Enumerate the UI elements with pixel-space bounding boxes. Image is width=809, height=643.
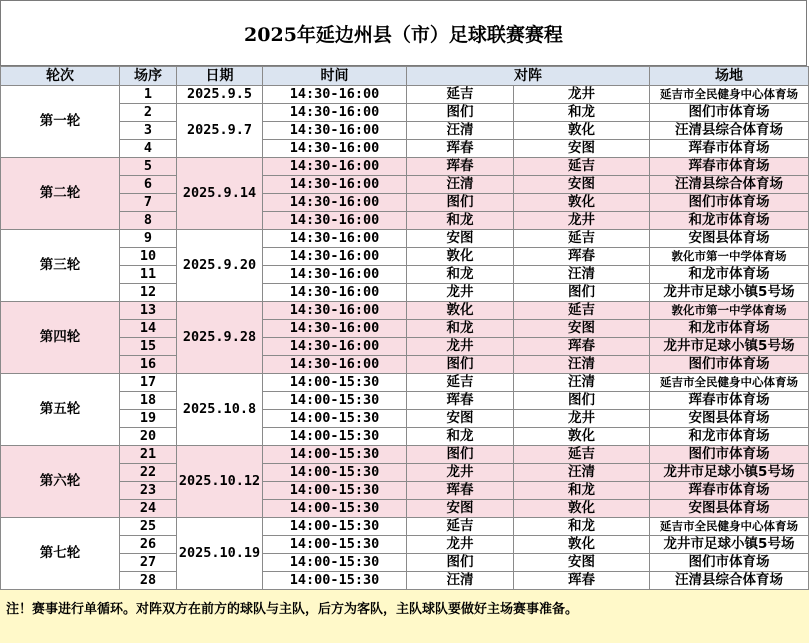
match-time: 14:30-16:00 [263,176,407,194]
match-time: 14:00-15:30 [263,500,407,518]
round-label: 第四轮 [1,302,120,374]
table-row [1,554,809,572]
venue: 图们市体育场 [650,104,809,122]
round-label: 第六轮 [1,446,120,518]
venue: 汪清县综合体育场 [650,122,809,140]
home-team: 图们 [407,104,514,122]
table-row [1,500,809,518]
venue: 图们市体育场 [650,194,809,212]
table-row [1,230,809,248]
away-team: 图们 [514,392,650,410]
header-round: 轮次 [1,67,120,86]
table-row [1,518,809,536]
away-team: 图们 [514,284,650,302]
match-time: 14:30-16:00 [263,122,407,140]
match-number: 23 [120,482,177,500]
home-team: 龙井 [407,464,514,482]
round-label: 第三轮 [1,230,120,302]
match-time: 14:30-16:00 [263,212,407,230]
match-date: 2025.9.28 [177,302,263,374]
table-row [1,302,809,320]
round-label: 第七轮 [1,518,120,590]
match-number: 12 [120,284,177,302]
table-row [1,284,809,302]
match-time: 14:00-15:30 [263,482,407,500]
away-team: 和龙 [514,482,650,500]
home-team: 敦化 [407,302,514,320]
home-team: 安图 [407,410,514,428]
match-time: 14:30-16:00 [263,248,407,266]
match-time: 14:30-16:00 [263,338,407,356]
match-time: 14:00-15:30 [263,392,407,410]
away-team: 汪清 [514,464,650,482]
venue: 汪清县综合体育场 [650,572,809,590]
venue: 珲春市体育场 [650,140,809,158]
match-time: 14:30-16:00 [263,302,407,320]
away-team: 珲春 [514,338,650,356]
venue: 汪清县综合体育场 [650,176,809,194]
table-row [1,482,809,500]
away-team: 汪清 [514,266,650,284]
home-team: 龙井 [407,338,514,356]
venue: 珲春市体育场 [650,482,809,500]
home-team: 图们 [407,554,514,572]
away-team: 安图 [514,176,650,194]
match-time: 14:30-16:00 [263,266,407,284]
match-date: 2025.10.8 [177,374,263,446]
home-team: 汪清 [407,176,514,194]
match-number: 17 [120,374,177,392]
match-date: 2025.10.19 [177,518,263,590]
away-team: 敦化 [514,536,650,554]
match-time: 14:00-15:30 [263,410,407,428]
away-team: 延吉 [514,158,650,176]
match-number: 5 [120,158,177,176]
match-time: 14:30-16:00 [263,158,407,176]
home-team: 和龙 [407,428,514,446]
match-time: 14:00-15:30 [263,572,407,590]
match-number: 15 [120,338,177,356]
away-team: 汪清 [514,356,650,374]
home-team: 和龙 [407,266,514,284]
match-number: 10 [120,248,177,266]
venue: 龙井市足球小镇5号场 [650,464,809,482]
venue: 和龙市体育场 [650,212,809,230]
match-number: 16 [120,356,177,374]
venue: 龙井市足球小镇5号场 [650,338,809,356]
match-time: 14:30-16:00 [263,284,407,302]
table-row [1,446,809,464]
match-number: 1 [120,86,177,104]
table-row [1,176,809,194]
match-number: 22 [120,464,177,482]
table-row [1,338,809,356]
header-date: 日期 [177,67,263,86]
table-row [1,212,809,230]
away-team: 敦化 [514,194,650,212]
round-label: 第五轮 [1,374,120,446]
table-row [1,86,809,104]
venue: 珲春市体育场 [650,392,809,410]
away-team: 珲春 [514,248,650,266]
table-row [1,536,809,554]
away-team: 延吉 [514,230,650,248]
match-number: 11 [120,266,177,284]
match-number: 6 [120,176,177,194]
away-team: 延吉 [514,446,650,464]
match-time: 14:30-16:00 [263,194,407,212]
home-team: 延吉 [407,374,514,392]
match-number: 27 [120,554,177,572]
match-time: 14:00-15:30 [263,536,407,554]
home-team: 图们 [407,356,514,374]
match-number: 2 [120,104,177,122]
match-time: 14:30-16:00 [263,356,407,374]
home-team: 安图 [407,500,514,518]
match-time: 14:00-15:30 [263,374,407,392]
match-number: 4 [120,140,177,158]
match-time: 14:00-15:30 [263,464,407,482]
home-team: 汪清 [407,122,514,140]
away-team: 龙井 [514,86,650,104]
match-time: 14:00-15:30 [263,518,407,536]
away-team: 龙井 [514,410,650,428]
table-row [1,572,809,590]
match-number: 26 [120,536,177,554]
match-time: 14:00-15:30 [263,446,407,464]
venue: 和龙市体育场 [650,428,809,446]
away-team: 汪清 [514,374,650,392]
away-team: 敦化 [514,428,650,446]
away-team: 敦化 [514,122,650,140]
table-row [1,374,809,392]
page-title: 2025年延边州县（市）足球联赛赛程 [0,0,807,66]
home-team: 珲春 [407,158,514,176]
match-time: 14:30-16:00 [263,86,407,104]
table-row [1,320,809,338]
home-team: 敦化 [407,248,514,266]
table-row [1,104,809,122]
header-venue: 场地 [650,67,809,86]
match-number: 13 [120,302,177,320]
venue: 安图县体育场 [650,410,809,428]
venue: 延吉市全民健身中心体育场 [650,86,809,104]
match-time: 14:00-15:30 [263,554,407,572]
venue: 敦化市第一中学体育场 [650,302,809,320]
away-team: 安图 [514,320,650,338]
home-team: 延吉 [407,86,514,104]
away-team: 敦化 [514,500,650,518]
away-team: 龙井 [514,212,650,230]
match-time: 14:30-16:00 [263,104,407,122]
table-row [1,122,809,140]
away-team: 安图 [514,140,650,158]
home-team: 汪清 [407,572,514,590]
home-team: 珲春 [407,392,514,410]
venue: 延吉市全民健身中心体育场 [650,518,809,536]
match-number: 14 [120,320,177,338]
table-row [1,464,809,482]
home-team: 和龙 [407,212,514,230]
home-team: 珲春 [407,140,514,158]
table-row [1,356,809,374]
footnote: 注！赛事进行单循环。对阵双方在前方的球队与主队，后方为客队，主队球队要做好主场赛事准备。 [0,590,809,643]
venue: 和龙市体育场 [650,320,809,338]
match-time: 14:30-16:00 [263,320,407,338]
table-row [1,140,809,158]
table-row [1,392,809,410]
match-time: 14:30-16:00 [263,140,407,158]
match-date: 2025.9.5 [177,86,263,104]
match-time: 14:30-16:00 [263,230,407,248]
venue: 龙井市足球小镇5号场 [650,536,809,554]
match-number: 21 [120,446,177,464]
header-time: 时间 [263,67,407,86]
header-match-no: 场序 [120,67,177,86]
match-number: 8 [120,212,177,230]
away-team: 延吉 [514,302,650,320]
home-team: 和龙 [407,320,514,338]
home-team: 图们 [407,446,514,464]
home-team: 龙井 [407,284,514,302]
match-date: 2025.10.12 [177,446,263,518]
venue: 安图县体育场 [650,230,809,248]
away-team: 和龙 [514,104,650,122]
match-time: 14:00-15:30 [263,428,407,446]
home-team: 龙井 [407,536,514,554]
venue: 龙井市足球小镇5号场 [650,284,809,302]
venue: 珲春市体育场 [650,158,809,176]
schedule-body [1,86,809,590]
match-number: 18 [120,392,177,410]
table-row [1,158,809,176]
venue: 和龙市体育场 [650,266,809,284]
venue: 图们市体育场 [650,446,809,464]
home-team: 安图 [407,230,514,248]
match-number: 19 [120,410,177,428]
header-matchup: 对阵 [407,67,650,86]
table-row [1,428,809,446]
match-number: 7 [120,194,177,212]
venue: 敦化市第一中学体育场 [650,248,809,266]
away-team: 安图 [514,554,650,572]
table-row [1,266,809,284]
schedule-table [0,66,809,590]
away-team: 珲春 [514,572,650,590]
away-team: 和龙 [514,518,650,536]
round-label: 第二轮 [1,158,120,230]
match-number: 9 [120,230,177,248]
round-label: 第一轮 [1,86,120,158]
match-number: 3 [120,122,177,140]
venue: 图们市体育场 [650,554,809,572]
match-date: 2025.9.7 [177,104,263,158]
table-row [1,248,809,266]
match-date: 2025.9.14 [177,158,263,230]
venue: 延吉市全民健身中心体育场 [650,374,809,392]
match-number: 28 [120,572,177,590]
table-row [1,194,809,212]
header-row [1,67,809,86]
venue: 安图县体育场 [650,500,809,518]
match-number: 24 [120,500,177,518]
venue: 图们市体育场 [650,356,809,374]
home-team: 珲春 [407,482,514,500]
match-date: 2025.9.20 [177,230,263,302]
match-number: 20 [120,428,177,446]
home-team: 延吉 [407,518,514,536]
home-team: 图们 [407,194,514,212]
table-row [1,410,809,428]
match-number: 25 [120,518,177,536]
